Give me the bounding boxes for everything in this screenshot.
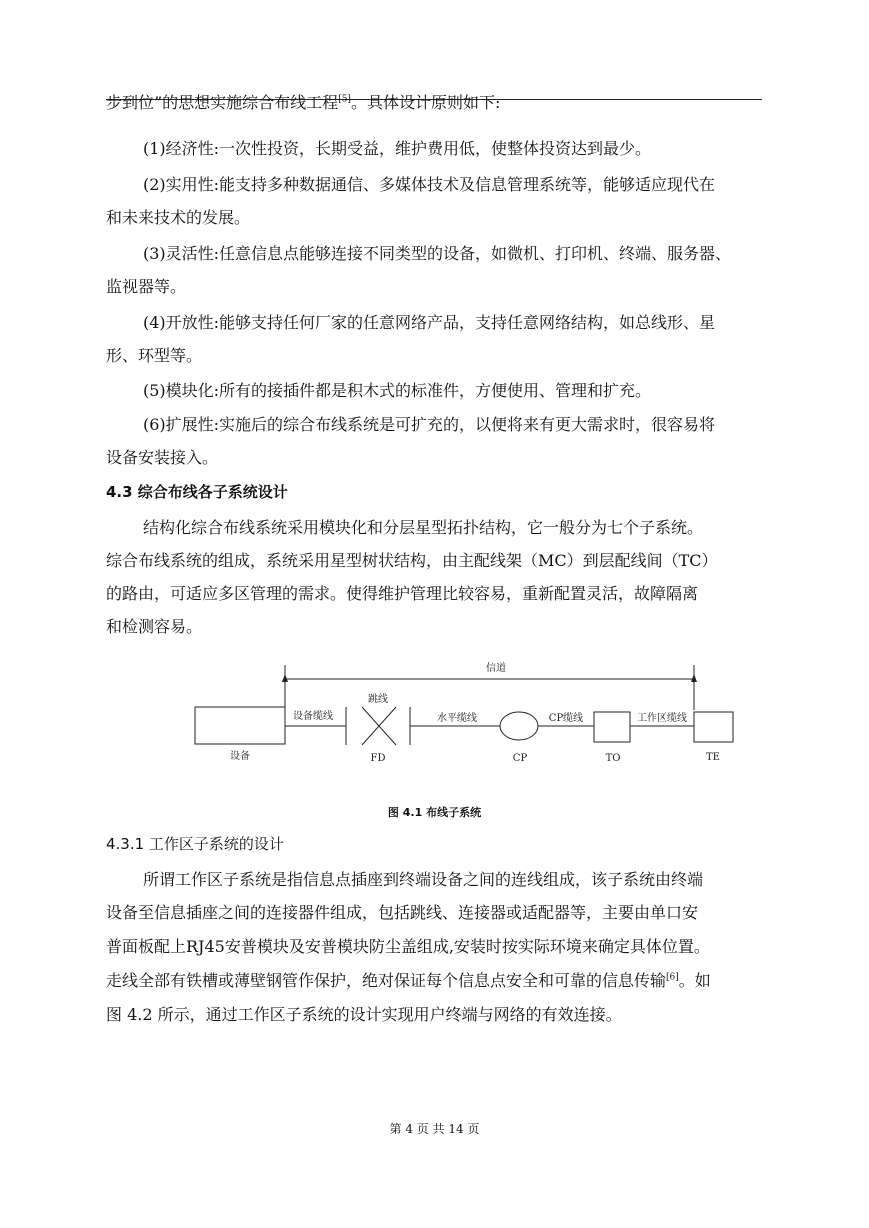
cabling-diagram [0, 655, 869, 775]
principle-4-line2: 形、环型等。 [106, 346, 203, 365]
figure-caption: 图 4.1 布线子系统 [387, 806, 482, 819]
paragraph-intro: 步到位”的思想实施综合布线工程[5]。具体设计原则如下: [106, 93, 501, 112]
citation-6: [6] [666, 972, 679, 983]
cp-cable-label: CP缆线 [548, 713, 584, 724]
workarea-para-line4: 走线全部有铁槽或薄壁钢管作保护，绝对保证每个信息点安全和可靠的信息传输[6]。如 [106, 971, 711, 990]
jumper-label: 跳线 [368, 694, 388, 705]
workarea-para-line1: 所谓工作区子系统是指信息点插座到终端设备之间的连线组成，该子系统由终端 [143, 870, 704, 889]
workarea-para-line5: 图 4.2 所示，通过工作区子系统的设计实现用户终端与网络的有效连接。 [106, 1005, 622, 1024]
to-box [594, 712, 630, 742]
subsection-heading-4-3-1: 4.3.1 工作区子系统的设计 [106, 835, 284, 853]
to-label: TO [605, 753, 621, 764]
page-footer: 第 4 页 共 14 页 [389, 1122, 480, 1136]
equipment-label: 设备 [230, 751, 250, 762]
te-box [694, 712, 733, 742]
principle-6-line2: 设备安装接入。 [106, 448, 219, 467]
principle-3-line1: (3)灵活性:任意信息点能够连接不同类型的设备，如微机、打印机、终端、服务器、 [143, 244, 732, 263]
section-heading-4-3: 4.3 综合布线各子系统设计 [106, 483, 288, 501]
work-cable-label: 工作区缆线 [637, 713, 687, 724]
principle-6-line1: (6)扩展性:实施后的综合布线系统是可扩充的，以便将来有更大需求时，很容易将 [143, 415, 716, 434]
workarea-para-line3: 普面板配上RJ45安普模块及安普模块防尘盖组成,安装时按实际环境来确定具体位置。 [106, 937, 710, 956]
workarea-para-line2: 设备至信息插座之间的连接器件组成，包括跳线、连接器或适配器等，主要由单口安 [106, 903, 699, 922]
section-para-line3: 的路由，可适应多区管理的需求。使得维护管理比较容易，重新配置灵活，故障隔离 [106, 584, 699, 603]
citation-5: [5] [338, 94, 351, 105]
principle-1: (1)经济性:一次性投资，长期受益，维护费用低，使整体投资达到最少。 [143, 139, 652, 158]
equip-cable-label: 设备缆线 [293, 711, 333, 722]
te-label: TE [706, 752, 720, 763]
principle-3-line2: 监视器等。 [106, 277, 187, 296]
section-para-line4: 和检测容易。 [106, 617, 203, 636]
fd-label: FD [370, 753, 386, 764]
principle-4-line1: (4)开放性:能够支持任何厂家的任意网络产品，支持任意网络结构，如总线形、星 [143, 313, 716, 332]
cp-node [500, 712, 538, 740]
horiz-cable-label: 水平缆线 [437, 713, 477, 724]
equipment-box [195, 707, 285, 744]
section-para-line2: 综合布线系统的组成，系统采用星型树状结构，由主配线架（MC）到层配线间（TC） [106, 551, 718, 570]
principle-5: (5)模块化:所有的接插件都是积木式的标准件，方便使用、管理和扩充。 [143, 381, 652, 400]
principle-2-line1: (2)实用性:能支持多种数据通信、多媒体技术及信息管理系统等，能够适应现代在 [143, 175, 716, 194]
channel-label: 信道 [486, 663, 506, 674]
cp-label: CP [512, 753, 528, 764]
principle-2-line2: 和未来技术的发展。 [106, 208, 251, 227]
section-para-line1: 结构化综合布线系统采用模块化和分层星型拓扑结构，它一般分为七个子系统。 [143, 518, 704, 537]
